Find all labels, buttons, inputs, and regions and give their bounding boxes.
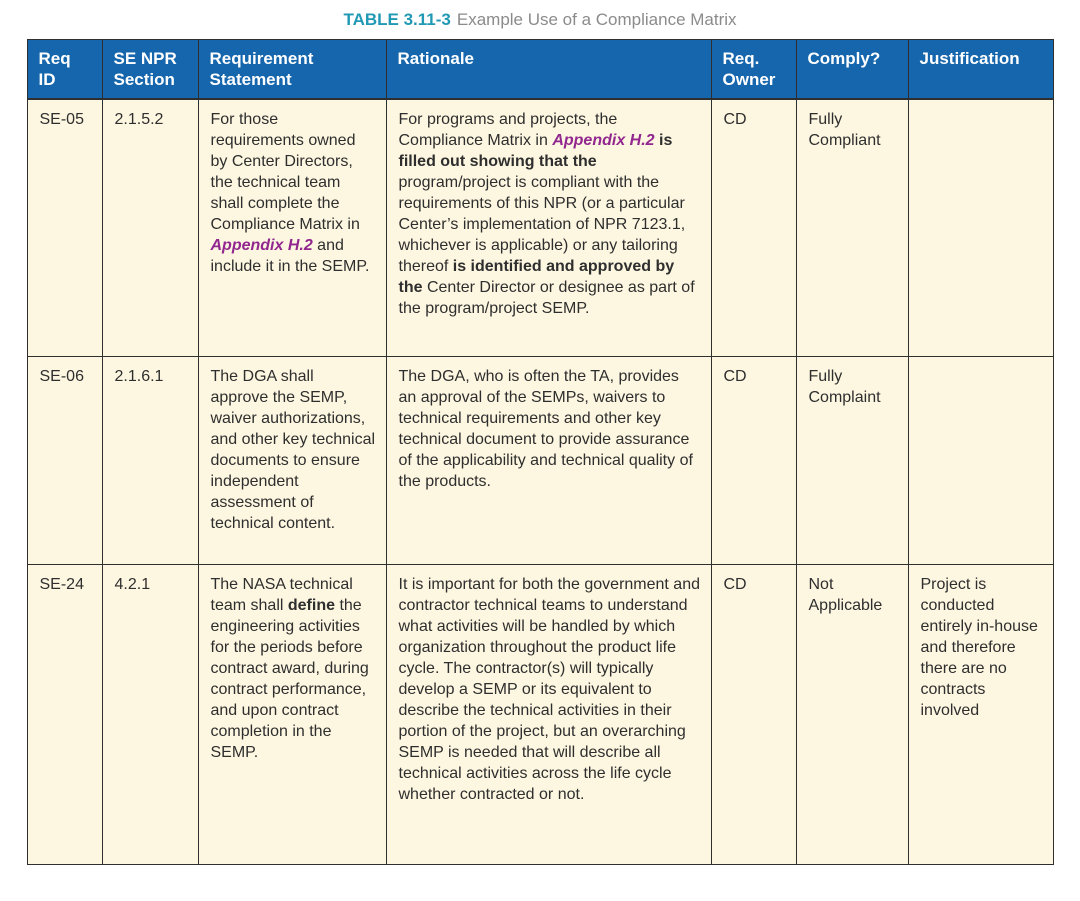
cell-req-owner: CD [711,99,796,356]
text-segment: is identified and approved by the [398,258,675,296]
cell-req-id: SE-05 [27,99,102,356]
cell-justification [908,99,1053,356]
text-segment: The NASA technical team shall [210,575,353,614]
cell-justification [908,564,1053,864]
table-caption [0,10,1080,30]
column-header-req-owner: Req. Owner [711,40,796,100]
column-header-se-npr-section: SE NPR Section [102,40,198,100]
text-segment: the engineering activities for the periods before contract award, during contract performance, and upon contract completion in the SEMP. [210,596,369,761]
text-segment: It is important for both the government and contractor technical teams to understand what activities will be handled by which organization throughout the product life cycle. The contractor(s) will typically develop a SEMP or its equivalent to describe the technical activities in their portion of the project, but an overarching SEMP is needed that will describe all technical activities across the life cycle whether contracted or not. [398,575,700,803]
text-segment: For those requirements owned by Center Directors, the technical team shall complete the Compliance Matrix in [210,111,360,233]
table-row [27,99,1053,356]
cell-req-id: SE-24 [27,564,102,864]
text-segment: The DGA, who is often the TA, provides an approval of the SEMPs, waivers to technical requirements and other key technical document to provide assurance of the applicability and technical quality of the products. [398,367,693,490]
column-header-req-id: Req ID [27,40,102,100]
table-caption-number: TABLE 3.11-3 [343,10,451,29]
cell-req-owner: CD [711,356,796,564]
column-header-justification: Justification [908,40,1053,100]
column-header-requirement-statement: Requirement Statement [198,40,386,100]
text-segment: and include it in the SEMP. [210,237,370,275]
cell-comply: Not Applicable [796,564,908,864]
cell-se-npr-section: 4.2.1 [102,564,198,864]
text-segment: program/project is compliant with the requirements of this NPR (or a particular Center’s implementation of NPR 7123.1, whichever is applicable) or any tailoring thereof [398,174,686,275]
cell-se-npr-section: 2.1.6.1 [102,356,198,564]
table-row [27,356,1053,564]
table-row [27,564,1053,864]
text-segment: For programs and projects, the Compliance Matrix in [398,111,618,149]
cell-req-id: SE-06 [27,356,102,564]
text-segment: Project is conducted entirely in-house and therefore there are no contracts involved [920,575,1038,719]
cell-comply: Fully Compliant [796,99,908,356]
header-row [27,40,1053,100]
text-segment: The DGA shall approve the SEMP, waiver authorizations, and other key technical documents to ensure independent assessment of technical content. [210,367,376,532]
text-segment: define [287,596,335,614]
appendix-h2-link[interactable]: Appendix H.2 [552,132,655,149]
cell-rationale [386,99,711,356]
text-segment: Center Director or designee as part of the program/project SEMP. [398,279,695,317]
column-header-comply: Comply? [796,40,908,100]
cell-comply: Fully Complaint [796,356,908,564]
column-header-rationale: Rationale [386,40,711,100]
cell-requirement-statement [198,564,386,864]
compliance-matrix-table [27,39,1054,865]
cell-req-owner: CD [711,564,796,864]
cell-rationale [386,356,711,564]
cell-se-npr-section: 2.1.5.2 [102,99,198,356]
text-segment: is filled out showing that the [398,132,673,170]
cell-rationale [386,564,711,864]
cell-justification [908,356,1053,564]
table-caption-title: Example Use of a Compliance Matrix [456,10,737,29]
cell-requirement-statement [198,99,386,356]
cell-requirement-statement [198,356,386,564]
appendix-h2-link[interactable]: Appendix H.2 [210,237,313,254]
